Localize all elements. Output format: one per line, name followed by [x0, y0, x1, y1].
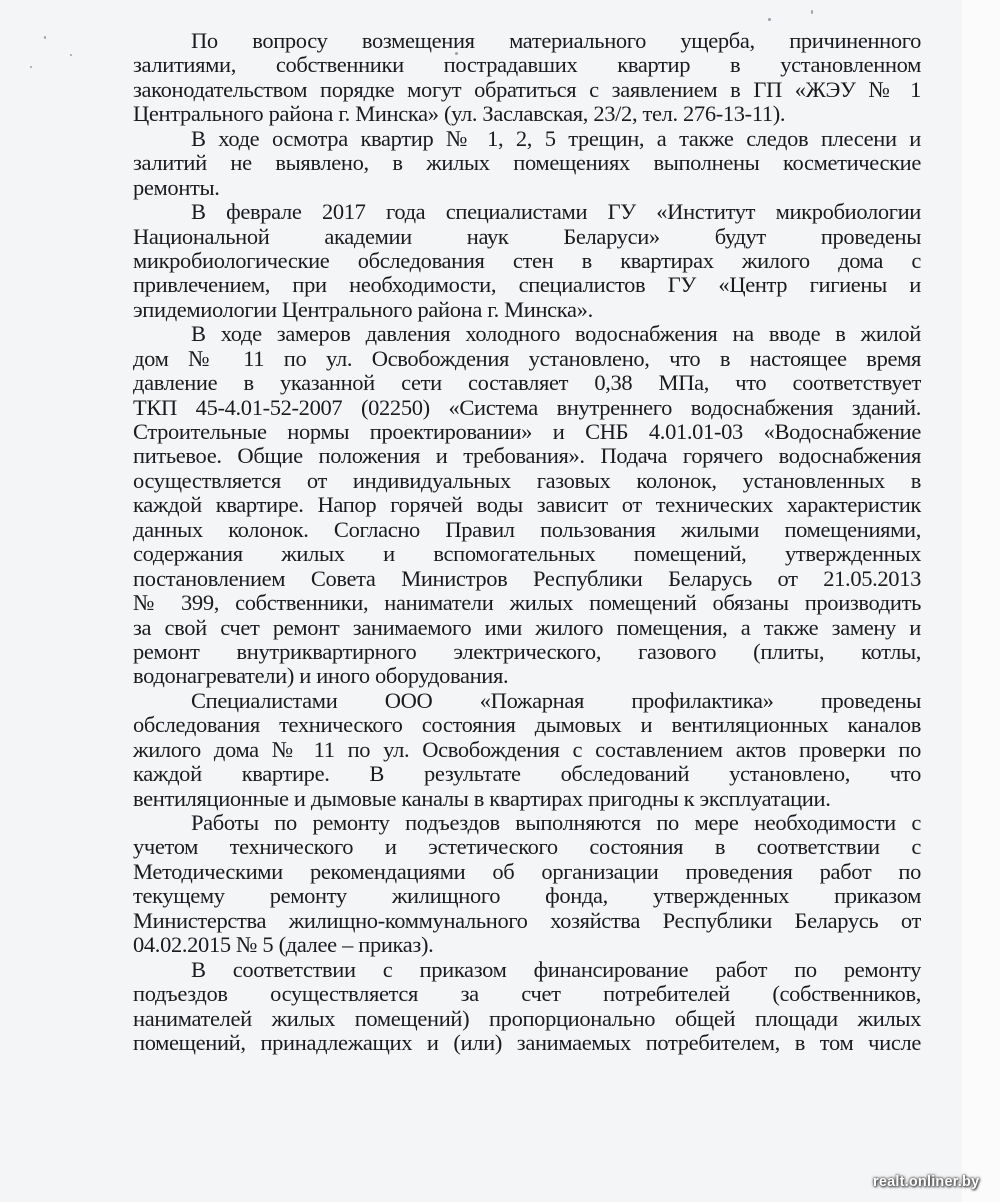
text-line: Строительные нормы проектировании» и СНБ 4.01.01-03 «Водоснабжение	[133, 419, 921, 444]
paragraph	[133, 322, 921, 689]
text-line: дом № 11 по ул. Освобождения установлено, что в настоящее время	[133, 345, 921, 371]
text-line: 04.02.2015 № 5 (далее – приказ).	[133, 932, 434, 958]
paragraph	[133, 958, 921, 1056]
text-line: В ходе замеров давления холодного водоснабжения на вводе в жилой	[191, 321, 921, 347]
text-line: Методическими рекомендациями об организации проведения работ по	[133, 858, 921, 884]
text-line: законодательством порядке могут обратиться с заявлением в ГП «ЖЭУ № 1	[133, 76, 921, 102]
paragraph	[133, 200, 921, 322]
text-line: питьевое. Общие положения и требования». Подача горячего водоснабжения	[133, 443, 921, 469]
text-line: за свой счет ремонт занимаемого ими жилого помещения, а также замену и	[133, 614, 921, 640]
text-line: В соответствии с приказом финансирование работ по ремонту	[191, 956, 921, 982]
text-line: Министерства жилищно-коммунального хозяйства Республики Беларусь от	[133, 907, 921, 933]
text-line: микробиологические обследования стен в квартирах жилого дома с	[133, 247, 921, 273]
text-line: ремонт внутриквартирного электрического, газового (плиты, котлы,	[133, 638, 921, 664]
paragraph	[133, 811, 921, 958]
text-line: содержания жилых и вспомогательных помещений, утвержденных	[133, 541, 921, 567]
paragraph	[133, 127, 921, 200]
text-line: давление в указанной сети составляет 0,38 МПа, что соответствует	[133, 370, 921, 396]
text-line: данных колонок. Согласно Правил пользования жилыми помещениями,	[133, 516, 921, 542]
text-line: постановлением Совета Министров Республики Беларусь от 21.05.2013	[133, 565, 921, 591]
text-line: Национальной академии наук Беларуси» будут проведены	[133, 223, 921, 249]
text-line: учетом технического и эстетического состояния в соответствии с	[133, 834, 921, 860]
scan-speck	[811, 10, 813, 14]
text-line: залитий не выявлено, в жилых помещениях выполнены косметические	[133, 150, 921, 176]
text-line: ремонты.	[133, 174, 220, 200]
scan-edge-strip	[962, 0, 1000, 1202]
text-line: нанимателей жилых помещений) пропорционально общей площади жилых	[133, 1005, 921, 1031]
text-line: каждой квартире. Напор горячей воды зависит от технических характеристик	[133, 492, 921, 518]
text-line: По вопросу возмещения материального ущерба, причиненного	[191, 28, 921, 53]
text-line: Работы по ремонту подъездов выполняются по мере необходимости с	[191, 810, 921, 835]
text-line: № 399, собственники, наниматели жилых помещений обязаны производить	[133, 590, 921, 616]
scan-speck	[70, 54, 72, 56]
text-line: текущему ремонту жилищного фонда, утвержденных приказом	[133, 883, 921, 909]
paragraph	[133, 689, 921, 811]
scan-speck	[30, 66, 32, 68]
text-line: обследования технического состояния дымовых и вентиляционных каналов	[133, 712, 921, 738]
text-line: ТКП 45-4.01-52-2007 (02250) «Система внутреннего водоснабжения зданий.	[133, 394, 921, 420]
watermark: realt.onliner.by	[873, 1174, 980, 1190]
text-line: Центрального района г. Минска» (ул. Заславская, 23/2, тел. 276-13-11).	[133, 101, 786, 127]
paragraph	[133, 29, 921, 127]
text-line: привлечением, при необходимости, специалистов ГУ «Центр гигиены и	[133, 272, 921, 298]
text-line: залитиями, собственники пострадавших квартир в установленном	[133, 52, 921, 78]
text-line: Специалистами ООО «Пожарная профилактика» проведены	[191, 687, 921, 713]
scan-speck	[44, 36, 46, 39]
text-line: водонагреватели) и иного оборудования.	[133, 663, 509, 689]
scan-speck	[768, 18, 771, 21]
text-line: эпидемиологии Центрального района г. Минска».	[133, 296, 593, 322]
text-line: каждой квартире. В результате обследований установлено, что	[133, 761, 921, 787]
text-line: помещений, принадлежащих и (или) занимаемых потребителем, в том числе	[133, 1029, 921, 1055]
text-line: подъездов осуществляется за счет потребителей (собственников,	[133, 981, 921, 1007]
document-body	[133, 29, 921, 1055]
text-line: вентиляционные и дымовые каналы в квартирах пригодны к эксплуатации.	[133, 785, 831, 811]
text-line: осуществляется от индивидуальных газовых колонок, установленных в	[133, 467, 921, 493]
text-line: жилого дома № 11 по ул. Освобождения с составлением актов проверки по	[133, 736, 921, 762]
text-line: В ходе осмотра квартир № 1, 2, 5 трещин, а также следов плесени и	[191, 125, 921, 151]
text-line: В феврале 2017 года специалистами ГУ «Институт микробиологии	[191, 199, 921, 225]
